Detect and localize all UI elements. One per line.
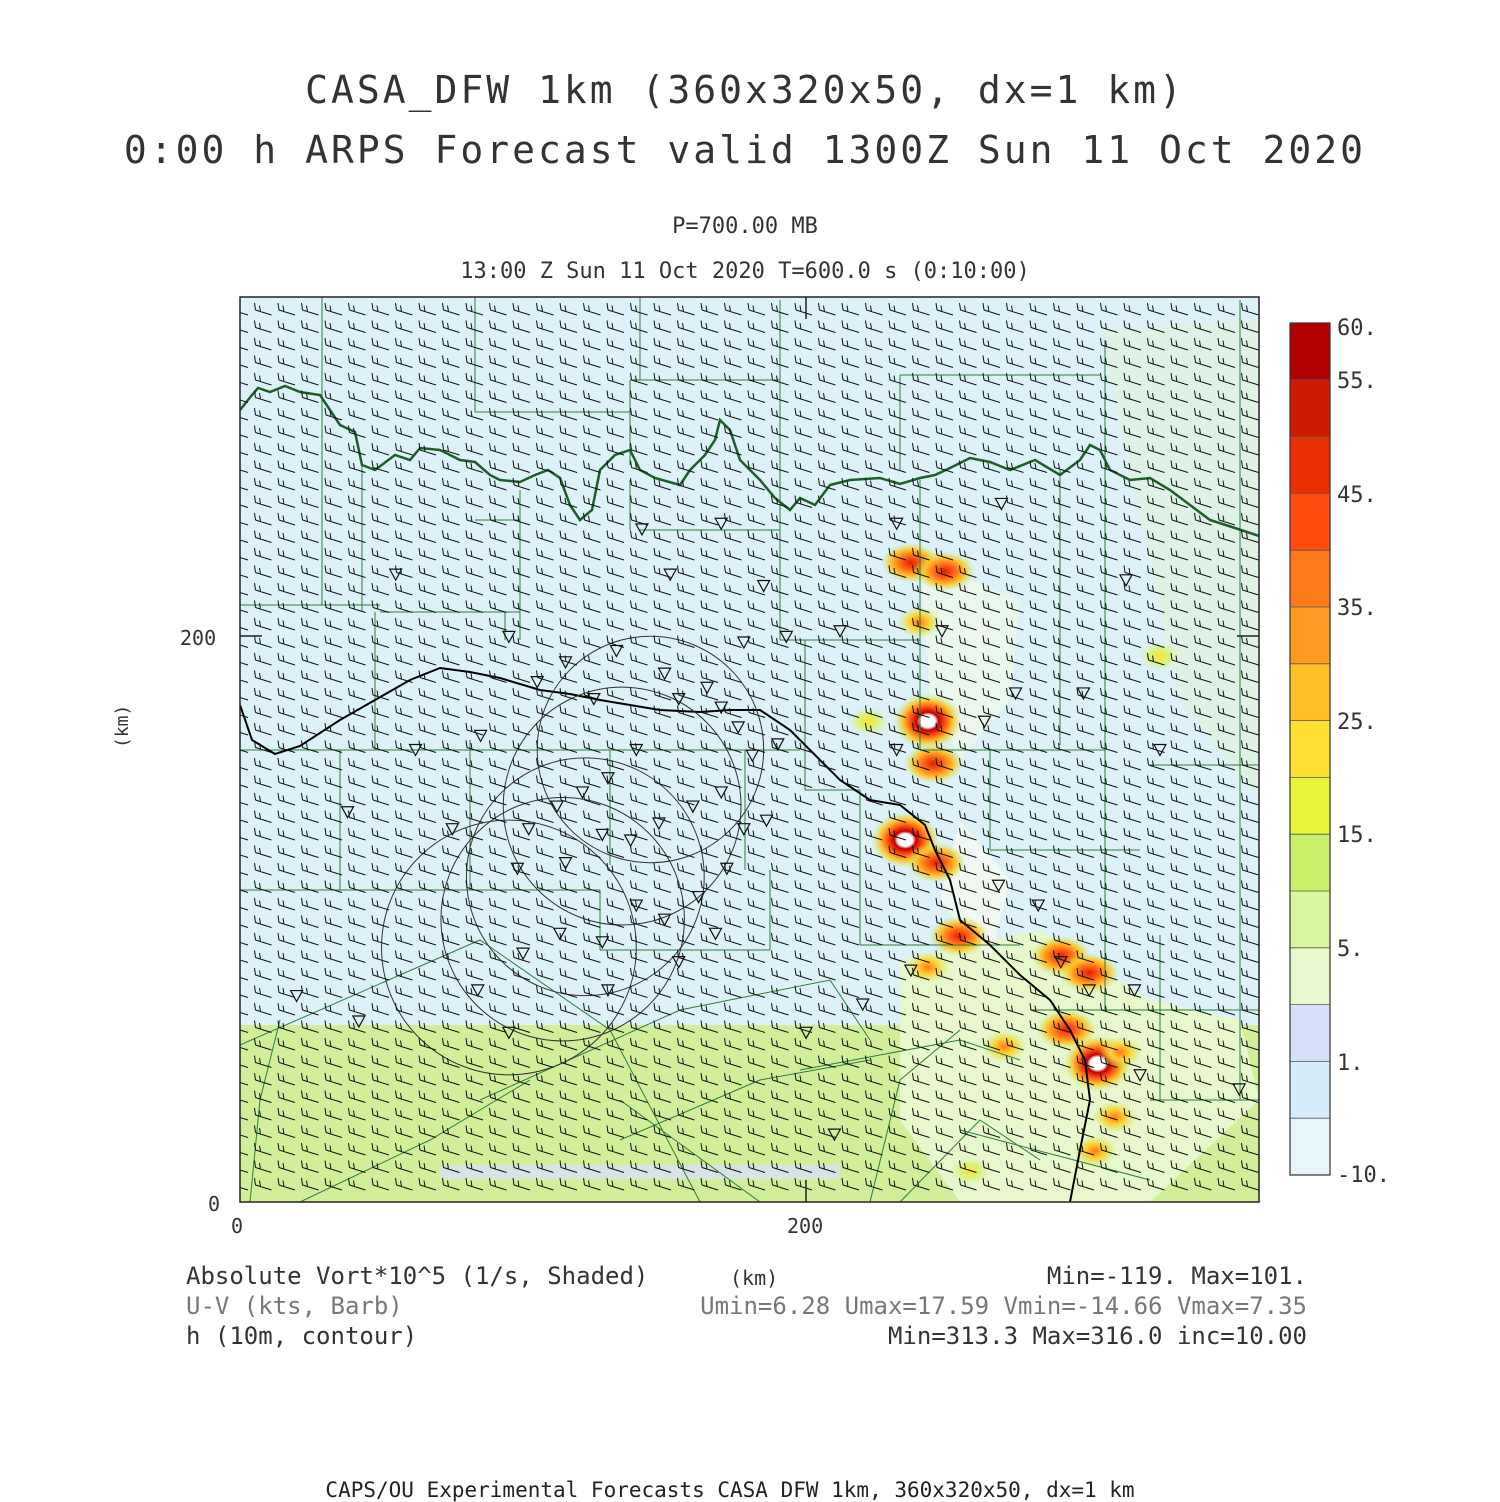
footer-credit: CAPS/OU Experimental Forecasts CASA DFW 1km, 360x320x50, dx=1 km — [325, 1478, 1135, 1502]
colorbar-swatch-10 — [1290, 891, 1330, 948]
colorbar-label-5: 5. — [1337, 937, 1364, 962]
colorbar-swatch-14 — [1290, 1118, 1330, 1175]
valid-time-label: 13:00 Z Sun 11 Oct 2020 T=600.0 s (0:10:00) — [460, 259, 1030, 284]
vorticity-max-18 — [906, 951, 950, 983]
colorbar-swatch-2 — [1290, 437, 1330, 494]
colorbar-swatch-9 — [1290, 834, 1330, 891]
colorbar-swatch-1 — [1290, 380, 1330, 437]
barb-field-label: U-V (kts, Barb) — [186, 1292, 403, 1320]
vorticity-max-14 — [1093, 1101, 1137, 1133]
colorbar-swatch-13 — [1290, 1061, 1330, 1118]
y-tick-0: 0 — [208, 1192, 221, 1216]
vorticity-max-2 — [897, 606, 941, 638]
colorbar-label-1: 1. — [1337, 1051, 1364, 1076]
vorticity-max-9 — [1059, 953, 1119, 993]
colorbar-swatch-4 — [1290, 550, 1330, 607]
vorticity-weak-band — [440, 1165, 840, 1179]
contour-field-label: h (10m, contour) — [186, 1322, 418, 1350]
plot-title-line1: CASA_DFW 1km (360x320x50, dx=1 km) — [305, 68, 1185, 112]
colorbar-swatch-0 — [1290, 323, 1330, 380]
map-plot-area — [231, 297, 1259, 1202]
plot-title-line2: 0:00 h ARPS Forecast valid 1300Z Sun 11 Oct 2020 — [123, 128, 1367, 172]
colorbar-label-45: 45. — [1337, 483, 1377, 508]
vorticity-max-3 — [894, 693, 962, 749]
x-tick-0: 0 — [231, 1214, 244, 1238]
colorbar — [1290, 323, 1330, 1176]
colorbar-label-15: 15. — [1337, 823, 1377, 848]
y-axis-label: (km) — [112, 704, 133, 748]
colorbar-swatch-6 — [1290, 664, 1330, 721]
colorbar-label-60: 60. — [1337, 316, 1377, 341]
colorbar-label-minus10: -10. — [1337, 1163, 1390, 1188]
colorbar-swatch-8 — [1290, 777, 1330, 834]
colorbar-swatch-5 — [1290, 607, 1330, 664]
pressure-level-label: P=700.00 MB — [672, 214, 818, 239]
shaded-field-label: Absolute Vort*10^5 (1/s, Shaded) — [186, 1262, 649, 1290]
colorbar-swatch-7 — [1290, 721, 1330, 778]
colorbar-swatch-11 — [1290, 948, 1330, 1005]
colorbar-swatch-3 — [1290, 493, 1330, 550]
colorbar-label-55: 55. — [1337, 369, 1377, 394]
colorbar-label-35: 35. — [1337, 596, 1377, 621]
colorbar-label-25: 25. — [1337, 710, 1377, 735]
barb-field-stats: Umin=6.28 Umax=17.59 Vmin=-14.66 Vmax=7.35 — [700, 1292, 1307, 1320]
y-tick-200: 200 — [180, 626, 217, 650]
shaded-field-stats: Min=-119. Max=101. — [1046, 1262, 1307, 1290]
colorbar-swatch-12 — [1290, 1005, 1330, 1062]
x-axis-label: (km) — [730, 1266, 779, 1290]
x-tick-200: 200 — [787, 1214, 824, 1238]
contour-field-stats: Min=313.3 Max=316.0 inc=10.00 — [887, 1322, 1307, 1350]
